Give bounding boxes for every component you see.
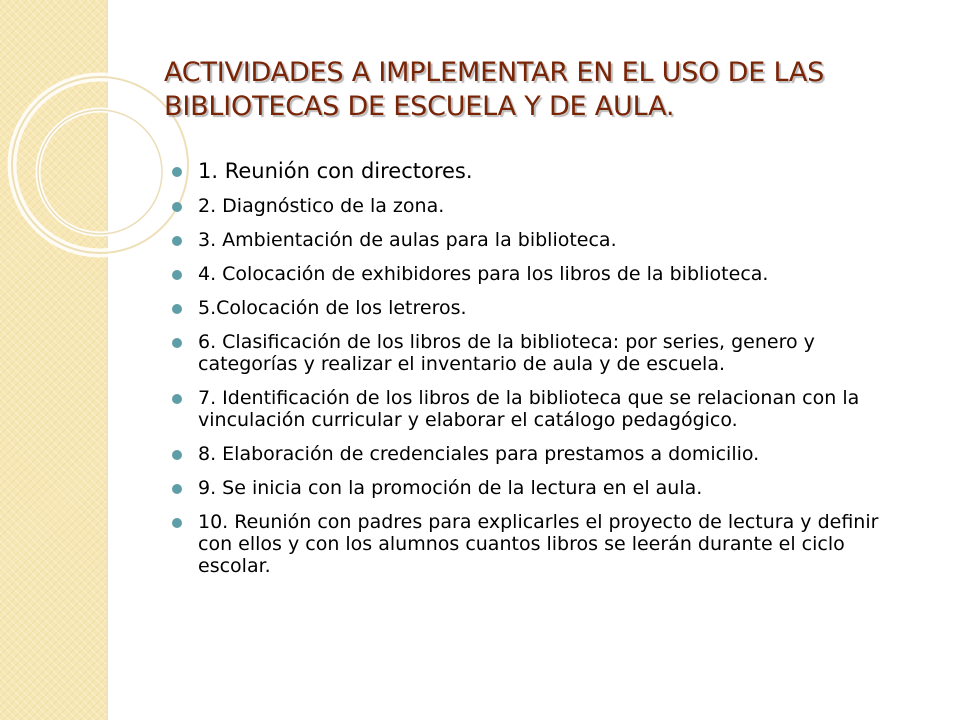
list-item (172, 477, 912, 499)
deco-ring-small-shade (38, 110, 162, 234)
bullet-dot-icon (172, 304, 182, 314)
list-item-text: 9. Se inicia con la promoción de la lectura en el aula. (198, 477, 703, 499)
list-item (172, 229, 912, 251)
bullet-dot-icon (172, 236, 182, 246)
list-item (172, 511, 912, 577)
list-item-text: 2. Diagnóstico de la zona. (198, 195, 445, 217)
list-item-text: 5.Colocación de los letreros. (198, 297, 467, 319)
list-item-text: 4. Colocación de exhibidores para los libros de la biblioteca. (198, 263, 769, 285)
slide-title: ACTIVIDADES A IMPLEMENTAR EN EL USO DE LAS BIBLIOTECAS DE ESCUELA Y DE AULA. (164, 57, 825, 122)
bullet-dot-icon (172, 338, 182, 348)
bullet-dot-icon (172, 394, 182, 404)
list-item (172, 195, 912, 217)
bullet-dot-icon (172, 167, 182, 177)
bullet-dot-icon (172, 450, 182, 460)
bullet-dot-icon (172, 518, 182, 528)
list-item-text: 8. Elaboración de credenciales para prestamos a domicilio. (198, 443, 760, 465)
list-item-text: 7. Identificación de los libros de la biblioteca que se relacionan con la vinculación curricular y elaborar el catálogo pedagógico. (198, 387, 860, 431)
list-item-text: 3. Ambientación de aulas para la biblioteca. (198, 229, 617, 251)
list-item (172, 443, 912, 465)
list-item-text: 10. Reunión con padres para explicarles el proyecto de lectura y definir con ellos y con los alumnos cuantos libros se leerán durante el ciclo escolar. (198, 511, 879, 577)
bullet-dot-icon (172, 202, 182, 212)
list-item (172, 263, 912, 285)
bullet-dot-icon (172, 484, 182, 494)
bullet-dot-icon (172, 270, 182, 280)
list-item (172, 160, 912, 182)
list-item (172, 387, 912, 431)
list-item (172, 331, 912, 375)
list-item-text: 1. Reunión con directores. (198, 159, 473, 183)
list-item-text: 6. Clasificación de los libros de la biblioteca: por series, genero y categorías y realizar el inventario de aula y de escuela. (198, 331, 815, 375)
activities-list (172, 160, 912, 589)
list-item (172, 297, 912, 319)
